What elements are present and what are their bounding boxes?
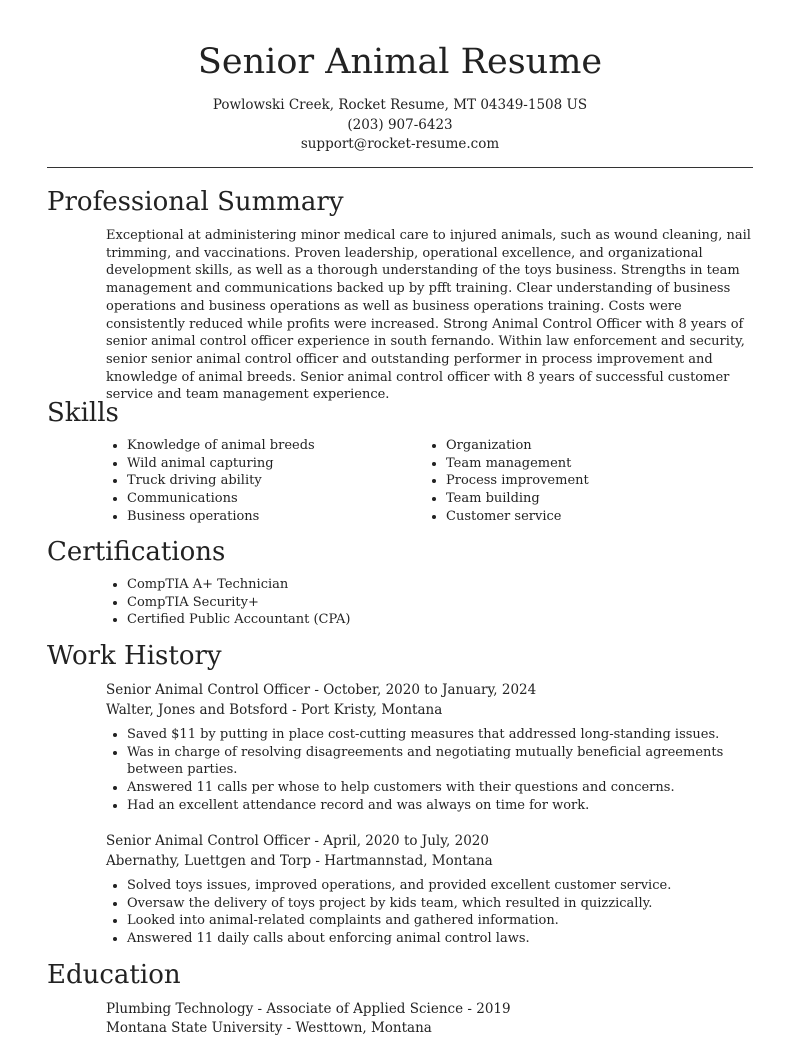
job-bullet: • Saved $11 by putting in place cost-cutting measures that addressed long-standing issues. bbox=[127, 726, 747, 744]
header-divider bbox=[47, 167, 753, 168]
skill-item: • Team management bbox=[446, 455, 746, 473]
certification-item: • CompTIA A+ Technician bbox=[127, 576, 350, 594]
certification-item: • CompTIA Security+ bbox=[127, 594, 350, 612]
skill-item: • Business operations bbox=[127, 508, 427, 526]
job-bullet: • Had an excellent attendance record and was always on time for work. bbox=[127, 797, 747, 815]
skills-heading: Skills bbox=[47, 398, 119, 428]
skill-item: • Customer service bbox=[446, 508, 746, 526]
job-bullet: • Answered 11 daily calls about enforcing animal control laws. bbox=[127, 930, 747, 948]
education-degree-line: Plumbing Technology - Associate of Applied Science - 2019 bbox=[106, 1001, 511, 1017]
candidate-name: Senior Animal Resume bbox=[197, 42, 603, 82]
skills-list-left bbox=[106, 437, 427, 526]
contact-address: Powlowski Creek, Rocket Resume, MT 04349-1508 US bbox=[212, 97, 588, 113]
contact-phone: (203) 907-6423 bbox=[347, 116, 453, 133]
work-history-heading: Work History bbox=[47, 641, 222, 671]
skill-item: • Organization bbox=[446, 437, 746, 455]
skill-item: • Wild animal capturing bbox=[127, 455, 427, 473]
certifications-list bbox=[106, 576, 350, 629]
summary-heading: Professional Summary bbox=[47, 187, 344, 217]
skill-item: • Process improvement bbox=[446, 472, 746, 490]
job-bullet: • Looked into animal-related complaints and gathered information. bbox=[127, 912, 747, 930]
job-title-line: Senior Animal Control Officer - April, 2020 to July, 2020 bbox=[106, 833, 489, 849]
job-bullet: • Oversaw the delivery of toys project by kids team, which resulted in quizzically. bbox=[127, 895, 747, 913]
job-bullet: • Answered 11 calls per whose to help customers with their questions and concerns. bbox=[127, 779, 747, 797]
summary-text: Exceptional at administering minor medical care to injured animals, such as wound cleaning, nail trimming, and vaccinations. Proven leadership, operational excellence, and organizational development skills, as well as a thorough understanding of the toys business. Strengths in team management and communications backed up by pfft training. Clear understanding of business operations and business operations as well as business operations training. Costs were consistently reduced while profits were increased. Strong Animal Control Officer with 8 years of senior animal control officer experience in south fernando. Within law enforcement and security, senior senior animal control officer and outstanding performer in process improvement and knowledge of animal breeds. Senior animal control officer with 8 years of successful customer service and team management experience. bbox=[106, 228, 751, 403]
job-bullets bbox=[106, 726, 747, 815]
contact-email: support@rocket-resume.com bbox=[300, 136, 500, 152]
education-heading: Education bbox=[47, 960, 181, 990]
skills-list-right bbox=[425, 437, 746, 526]
job-bullets bbox=[106, 877, 747, 948]
job-title-line: Senior Animal Control Officer - October, 2020 to January, 2024 bbox=[106, 682, 537, 698]
job-bullet: • Solved toys issues, improved operations, and provided excellent customer service. bbox=[127, 877, 747, 895]
certification-item: • Certified Public Accountant (CPA) bbox=[127, 611, 350, 629]
job-company-line: Abernathy, Luettgen and Torp - Hartmannstad, Montana bbox=[106, 853, 493, 869]
resume-header bbox=[0, 0, 800, 155]
skill-item: • Truck driving ability bbox=[127, 472, 427, 490]
certifications-heading: Certifications bbox=[47, 537, 226, 567]
job-company-line: Walter, Jones and Botsford - Port Kristy, Montana bbox=[106, 702, 443, 718]
education-school-line: Montana State University - Westtown, Montana bbox=[106, 1020, 432, 1036]
skill-item: • Knowledge of animal breeds bbox=[127, 437, 427, 455]
job-bullet: • Was in charge of resolving disagreements and negotiating mutually beneficial agreements between parties. bbox=[127, 744, 747, 779]
skill-item: • Team building bbox=[446, 490, 746, 508]
skill-item: • Communications bbox=[127, 490, 427, 508]
